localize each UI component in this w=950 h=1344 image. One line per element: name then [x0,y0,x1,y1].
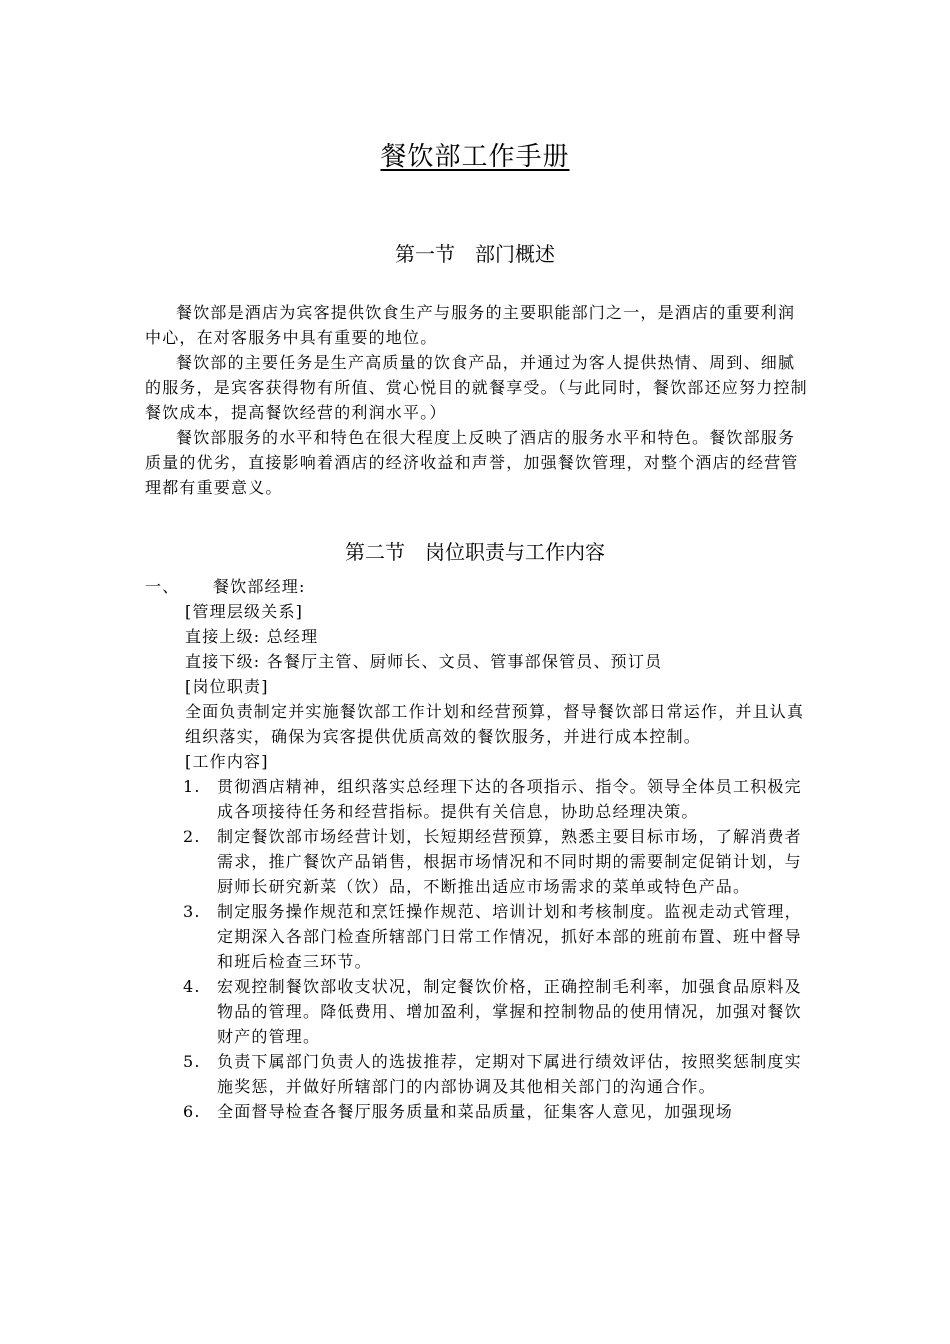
paragraph: 餐饮部的主要任务是生产高质量的饮食产品，并通过为客人提供热情、周到、细腻的服务，是宾客获得物有所值、赏心悦目的就餐享受。（与此同时，餐饮部还应努力控制餐饮成本，提高餐饮经营的利润水平。） [145,353,808,422]
list-number: 5. [183,1052,201,1071]
section-2-heading: 第二节 岗位职责与工作内容 [345,540,605,564]
duty-text: 全面负责制定并实施餐饮部工作计划和经营预算，督导餐饮部日常运作，并且认真组织落实，确保为宾客提供优质高效的餐饮服务，并进行成本控制。 [185,702,805,746]
list-item [145,774,810,824]
section-1-body [145,300,810,500]
list-number: 6. [183,1102,201,1121]
work-label: [工作内容] [185,752,269,771]
list-text: 制定餐饮部市场经营计划，长短期经营预算，熟悉主要目标市场，了解消费者需求，推广餐饮产品销售，根据市场情况和不同时期的需要制定促销计划，与厨师长研究新菜（饮）品，不断推出适应市场需求的菜单或特色产品。 [217,827,802,896]
direct-superior: 直接上级: 总经理 [185,627,319,646]
list-number: 2. [183,827,201,846]
list-item [145,1049,810,1099]
document-title: 餐饮部工作手册 [380,142,570,172]
list-text: 负责下属部门负责人的选拔推荐，定期对下属进行绩效评估，按照奖惩制度实施奖惩，并做好所辖部门的内部协调及其他相关部门的沟通合作。 [217,1052,802,1096]
list-number: 1. [183,777,201,796]
list-text: 制定服务操作规范和烹饪操作规范、培训计划和考核制度。监视走动式管理，定期深入各部门检查所辖部门日常工作情况，抓好本部的班前布置、班中督导和班后检查三环节。 [217,902,802,971]
list-number: 3. [183,902,201,921]
list-item [145,1099,810,1124]
paragraph: 餐饮部服务的水平和特色在很大程度上反映了酒店的服务水平和特色。餐饮部服务质量的优劣，直接影响着酒店的经济收益和声誉，加强餐饮管理，对整个酒店的经营管理都有重要意义。 [145,428,799,497]
direct-subordinates: 直接下级: 各餐厅主管、厨师长、文员、管事部保管员、预订员 [185,652,663,671]
list-item [145,824,810,899]
list-text: 宏观控制餐饮部收支状况，制定餐饮价格，正确控制毛利率，加强食品原料及物品的管理。降低费用、增加盈利，掌握和控制物品的使用情况，加强对餐饮财产的管理。 [217,977,802,1046]
list-text: 全面督导检查各餐厅服务质量和菜品质量，征集客人意见，加强现场 [217,1102,734,1121]
duty-label: [岗位职责] [185,677,269,696]
management-label: [管理层级关系] [185,602,304,621]
item-number: 一、 [145,577,180,596]
role-title: 餐饮部经理: [213,577,306,596]
list-text: 贯彻酒店精神，组织落实总经理下达的各项指示、指令。领导全体员工积极完成各项接待任务和经营指标。提供有关信息，协助总经理决策。 [217,777,802,821]
role-heading-line [145,574,810,599]
list-item [145,899,810,974]
list-number: 4. [183,977,201,996]
section-1-heading: 第一节 部门概述 [395,242,555,266]
section-2-body [145,574,810,1124]
work-items-list [145,774,810,1124]
list-item [145,974,810,1049]
paragraph: 餐饮部是酒店为宾客提供饮食生产与服务的主要职能部门之一，是酒店的重要利润中心，在对客服务中具有重要的地位。 [145,303,796,347]
